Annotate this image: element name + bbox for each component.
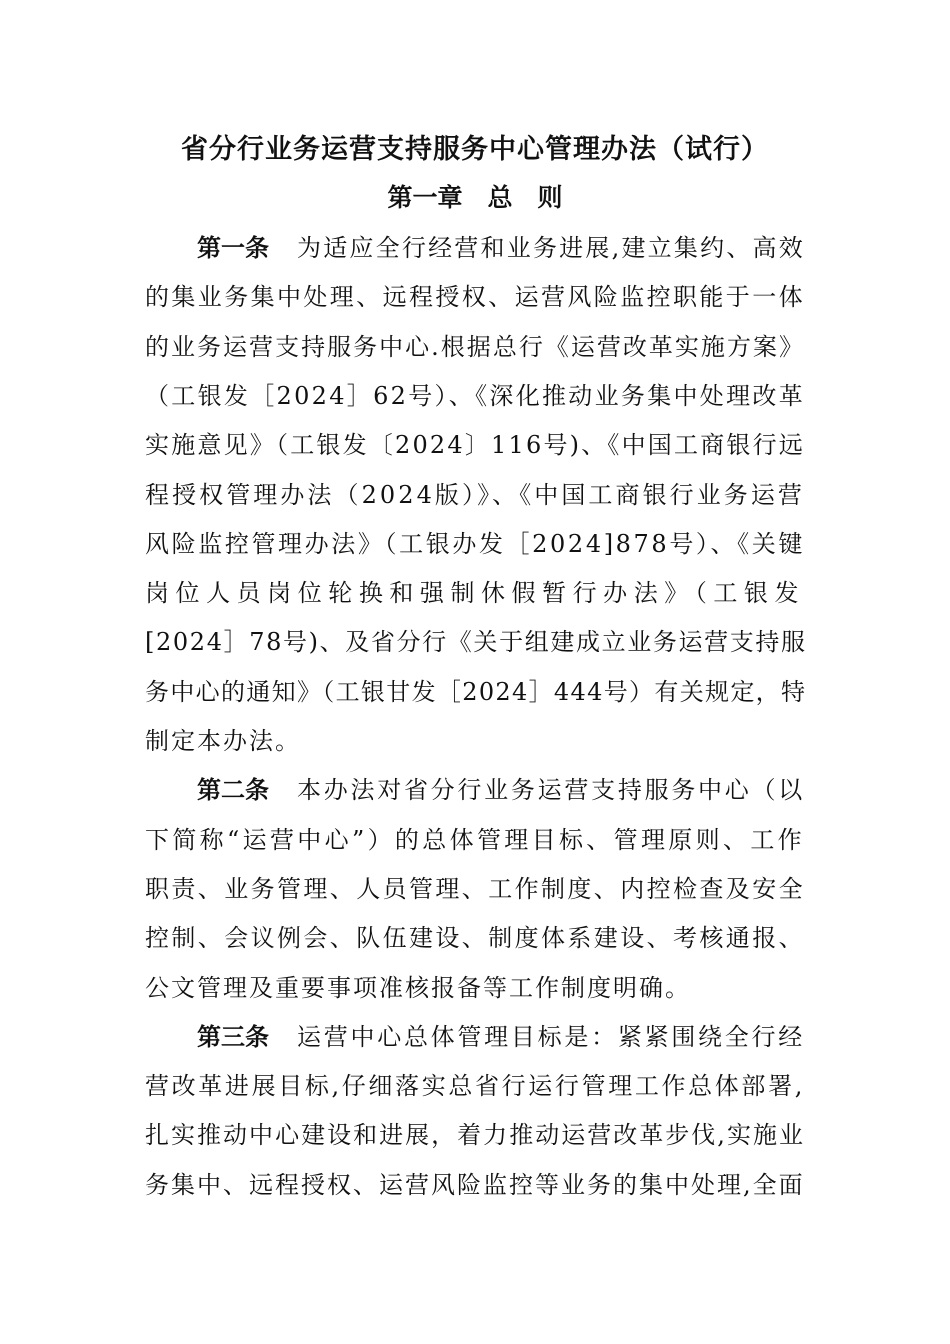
line-text: 制定本办法。 [145,727,301,755]
text-line [145,770,805,810]
text-line [145,820,805,860]
text-line [145,573,805,613]
line-text: 营改革进展目标,仔细落实总省行运行管理工作总体部署, [145,1072,805,1101]
article-label: 第三条 [197,1022,269,1051]
line-text: 岗位人员岗位轮换和强制休假暂行办法》（工银发 [145,579,805,608]
text-line [145,1115,805,1155]
text-line [145,425,805,465]
text-line [145,1165,805,1205]
line-text: [2024］78号)、及省分行《关于组建成立业务运营支持服 [145,628,807,657]
text-line [145,277,805,317]
text-line [145,475,805,515]
line-text: 运营中心总体管理目标是：紧紧围绕全行经 [297,1022,805,1051]
line-text: 实施意见》（工银发〔2024〕116号)、《中国工商银行远 [145,431,805,460]
line-text: 程授权管理办法（2024版）》、《中国工商银行业务运营 [145,480,805,509]
text-line [145,869,805,909]
line-text: 的集业务集中处理、远程授权、运营风险监控职能于一体 [145,283,805,312]
document-title: 省分行业务运营支持服务中心管理办法（试行） [181,134,769,165]
line-text: 风险监控管理办法》（工银办发［2024]878号）、《关键 [145,529,805,558]
line-text: 的业务运营支持服务中心.根据总行《运营改革实施方案》 [145,332,805,361]
text-line [145,672,805,712]
line-text: 控制、会议例会、队伍建设、制度体系建设、考核通报、 [145,924,805,953]
line-text: （工银发［2024］62号）、《深化推动业务集中处理改革 [145,381,805,410]
article-label: 第一条 [197,234,269,262]
article-label: 第二条 [197,776,269,805]
chapter-heading: 第一章 总 则 [387,183,563,212]
text-line [145,228,805,268]
text-line [145,376,805,416]
text-line [145,968,805,1008]
line-text: 本办法对省分行业务运营支持服务中心（以 [297,776,805,805]
line-text: 职责、业务管理、人员管理、工作制度、内控检查及安全 [145,874,805,903]
text-line [145,1066,805,1106]
text-line [145,327,805,367]
line-text: 下简称“运营中心”）的总体管理目标、管理原则、工作 [145,825,805,854]
text-line [145,524,805,564]
line-text: 务中心的通知》（工银甘发［2024］444号）有关规定，特 [145,677,807,706]
text-line [145,1017,805,1057]
line-text: 为适应全行经营和业务进展,建立集约、高效 [297,234,805,262]
text-line [145,918,805,958]
line-text: 扎实推动中心建设和进展，着力推动运营改革步伐,实施业 [145,1121,805,1150]
text-line [145,721,805,761]
line-text: 公文管理及重要事项准核报备等工作制度明确。 [145,973,691,1002]
text-line [145,622,805,662]
line-text: 务集中、远程授权、运营风险监控等业务的集中处理,全面 [145,1170,805,1199]
